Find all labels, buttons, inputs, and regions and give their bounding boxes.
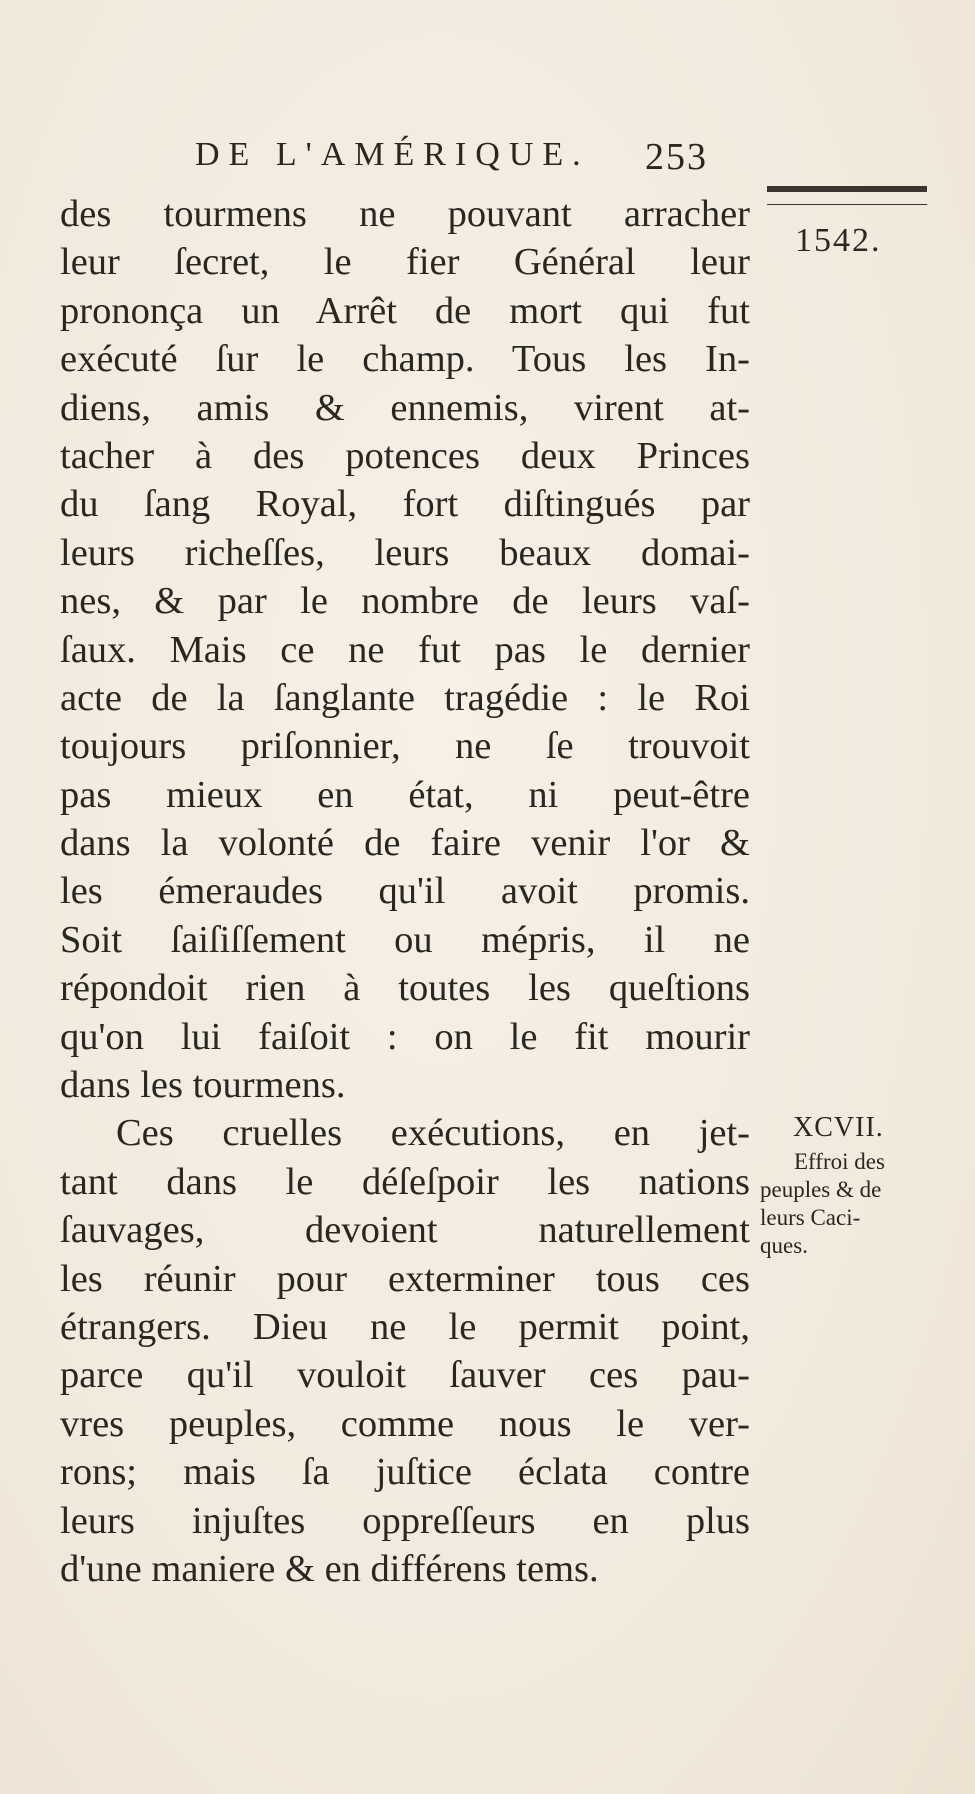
text-line: ſauvages, devoient naturellement — [60, 1209, 750, 1252]
text-line: diens, amis & ennemis, virent at- — [60, 386, 750, 429]
body-text — [60, 190, 750, 1593]
margin-note — [760, 1148, 940, 1260]
margin-section-number: XCVII. — [793, 1112, 884, 1143]
text-line: toujours priſonnier, ne ſe trouvoit — [60, 725, 750, 768]
text-line: dans la volonté de faire venir l'or & — [60, 822, 750, 865]
margin-note-line: leurs Caci- — [760, 1205, 861, 1230]
text-line: vres peuples, comme nous le ver- — [60, 1402, 750, 1445]
text-line: les émeraudes qu'il avoit promis. — [60, 870, 750, 913]
text-line: d'une maniere & en différens tems. — [60, 1547, 599, 1590]
running-title: DE L'AMÉRIQUE. — [195, 136, 590, 173]
text-line: nes, & par le nombre de leurs vaſ- — [60, 580, 750, 623]
margin-note-line: Effroi des — [794, 1149, 885, 1174]
text-line: parce qu'il vouloit ſauver ces pau- — [60, 1354, 750, 1397]
text-line: Ces cruelles exécutions, en jet- — [116, 1112, 750, 1155]
text-line: prononça un Arrêt de mort qui fut — [60, 289, 750, 332]
margin-note-line: ques. — [760, 1233, 808, 1258]
text-line: tant dans le déſeſpoir les nations — [60, 1160, 750, 1203]
text-line: ſaux. Mais ce ne fut pas le dernier — [60, 628, 750, 671]
text-line: des tourmens ne pouvant arracher — [60, 193, 750, 235]
text-line: pas mieux en état, ni peut-être — [60, 773, 750, 816]
text-line: leur ſecret, le fier Général leur — [60, 241, 750, 284]
text-line: rons; mais ſa juſtice éclata contre — [60, 1451, 750, 1494]
margin-rule — [767, 186, 927, 192]
margin-year: 1542. — [795, 222, 882, 259]
text-line: acte de la ſanglante tragédie : le Roi — [60, 676, 750, 719]
text-line: leurs richeſſes, leurs beaux domai- — [60, 531, 750, 574]
text-line: étrangers. Dieu ne le permit point, — [60, 1305, 750, 1348]
page-number: 253 — [645, 136, 708, 178]
margin-note-line: peuples & de — [760, 1177, 882, 1202]
text-line: exécuté ſur le champ. Tous les In- — [60, 338, 750, 381]
text-line: leurs injuſtes oppreſſeurs en plus — [60, 1499, 750, 1542]
text-line: répondoit rien à toutes les queſtions — [60, 967, 750, 1010]
text-line: tacher à des potences deux Princes — [60, 434, 750, 477]
text-line: du ſang Royal, fort diſtingués par — [60, 483, 750, 526]
text-line: qu'on lui faiſoit : on le fit mourir — [60, 1015, 750, 1058]
text-line: dans les tourmens. — [60, 1064, 346, 1107]
text-line: les réunir pour exterminer tous ces — [60, 1257, 750, 1300]
margin-rule-thin — [767, 204, 927, 205]
text-line: Soit ſaiſiſſement ou mépris, il ne — [60, 918, 750, 961]
